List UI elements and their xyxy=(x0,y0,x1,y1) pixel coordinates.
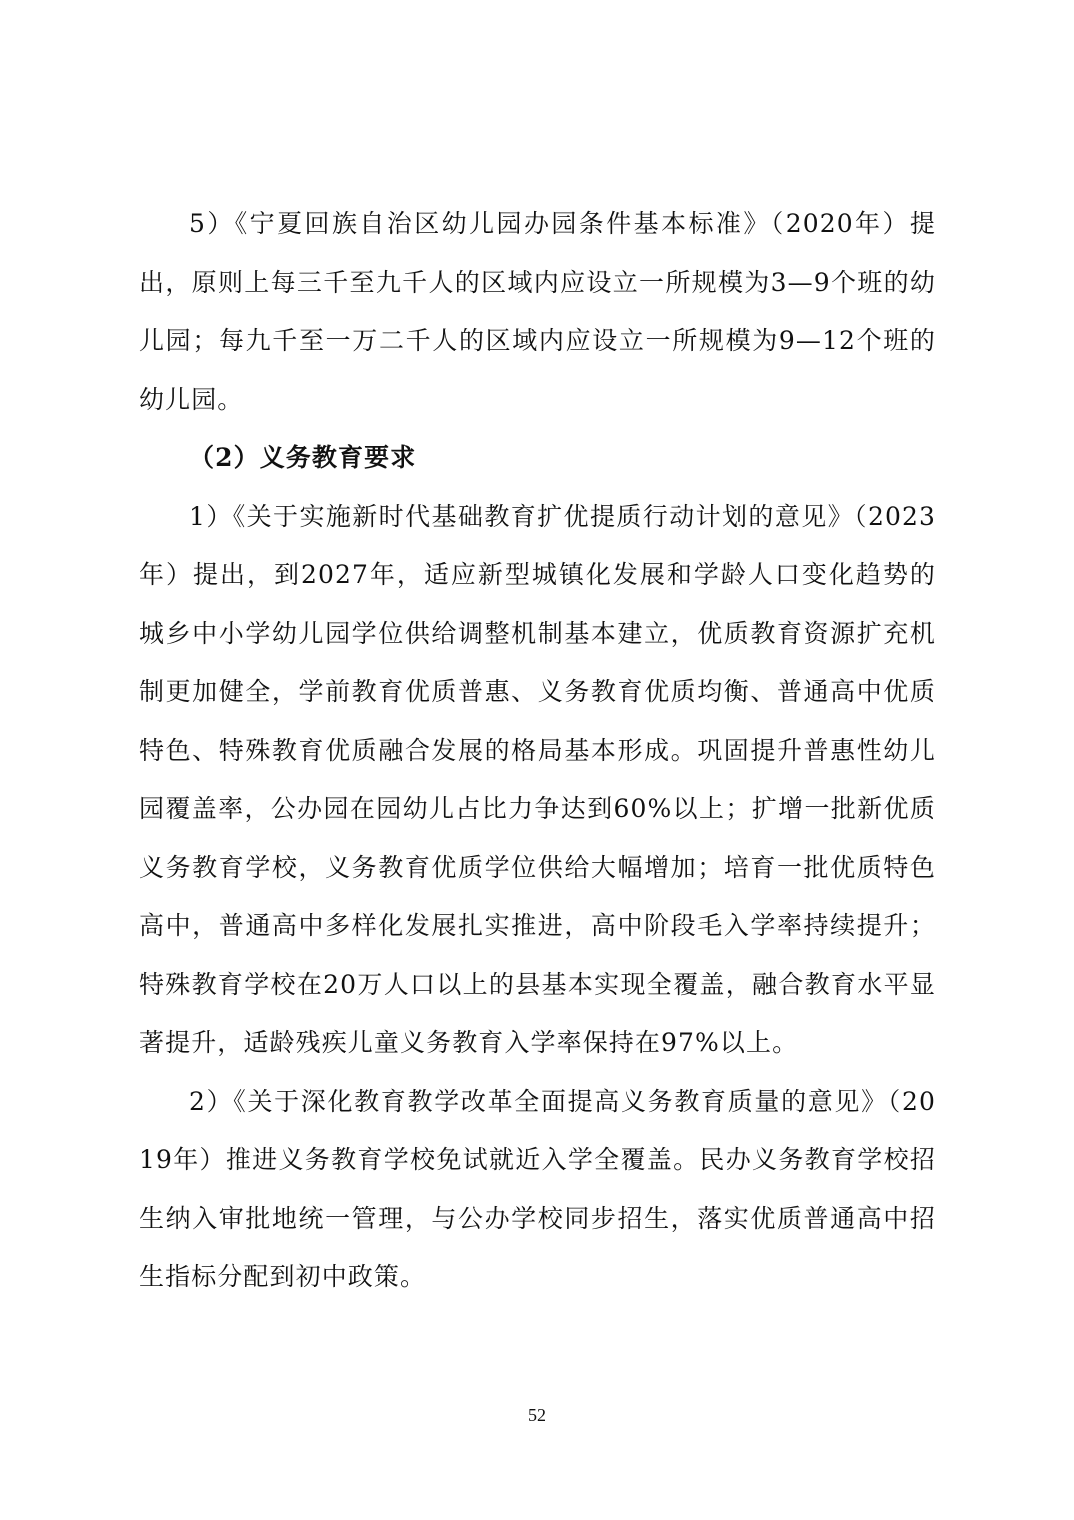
paragraph-kindergarten-standard: 5）《宁夏回族自治区幼儿园办园条件基本标准》（2020年）提出，原则上每三千至九千人的区域内应设立一所规模为3—9个班的幼儿园；每九千至一万二千人的区域内应设立一所规模为9—12个班的幼儿园。 xyxy=(139,209,936,414)
paragraph-compulsory-education-quality: 2）《关于深化教育教学改革全面提高义务教育质量的意见》（2019年）推进义务教育学校免试就近入学全覆盖。民办义务教育学校招生纳入审批地统一管理，与公办学校同步招生，落实优质普通高中招生指标分配到初中政策。 xyxy=(139,1086,936,1291)
section-heading-compulsory-education: （2）义务教育要求 xyxy=(189,443,417,472)
page-number: 52 xyxy=(528,1405,546,1425)
document-body xyxy=(139,195,936,1307)
paragraph-basic-education-plan: 1）《关于实施新时代基础教育扩优提质行动计划的意见》（2023年）提出，到2027年，适应新型城镇化发展和学龄人口变化趋势的城乡中小学幼儿园学位供给调整机制基本建立，优质教育资源扩充机制更加健全，学前教育优质普惠、义务教育优质均衡、普通高中优质特色、特殊教育优质融合发展的格局基本形成。巩固提升普惠性幼儿园覆盖率，公办园在园幼儿占比力争达到60%以上；扩增一批新优质义务教育学校，义务教育优质学位供给大幅增加；培育一批优质特色高中，普通高中多样化发展扎实推进，高中阶段毛入学率持续提升；特殊教育学校在20万人口以上的县基本实现全覆盖，融合教育水平显著提升，适龄残疾儿童义务教育入学率保持在97%以上。 xyxy=(139,501,936,1057)
